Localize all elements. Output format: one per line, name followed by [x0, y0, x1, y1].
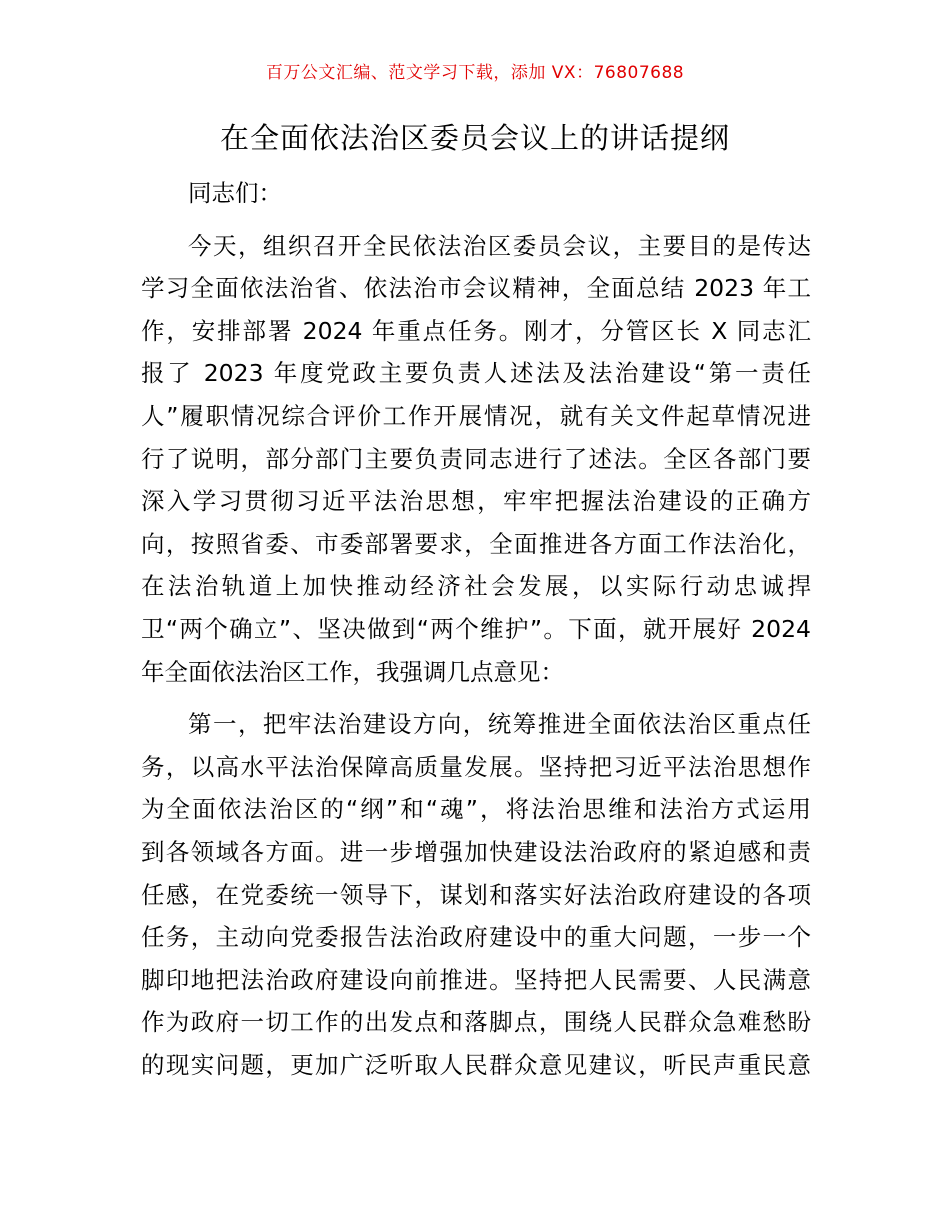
text-line: 人”履职情况综合评价工作开展情况，就有关文件起草情况进 — [141, 401, 811, 430]
text-line: 任感，在党委统一领导下，谋划和落实好法治政府建设的各项 — [141, 880, 811, 909]
text-line: 年全面依法治区工作，我强调几点意见： — [141, 657, 564, 686]
text-line: 深入学习贯彻习近平法治思想，牢牢把握法治建设的正确方 — [141, 487, 811, 516]
text-line: 脚印地把法治政府建设向前推进。坚持把人民需要、人民满意 — [141, 965, 811, 994]
text-line: 的现实问题，更加广泛听取人民群众意见建议，听民声重民意 — [141, 1050, 811, 1079]
text-line: 务，以高水平法治保障高质量发展。坚持把习近平法治思想作 — [141, 752, 811, 781]
text-line: 第一，把牢法治建设方向，统筹推进全面依法治区重点任 — [188, 710, 811, 739]
text-line: 学习全面依法治省、依法治市会议精神，全面总结 2023 年工 — [141, 274, 811, 303]
text-line: 作，安排部署 2024 年重点任务。刚才，分管区长 X 同志汇 — [141, 316, 811, 345]
document-body — [141, 172, 811, 1086]
paragraph-1 — [141, 225, 811, 694]
text-line: 向，按照省委、市委部署要求，全面推进各方面工作法治化， — [141, 529, 811, 558]
text-line: 今天，组织召开全民依法治区委员会议，主要目的是传达 — [188, 231, 811, 260]
paragraph-2 — [141, 703, 811, 1086]
text-line: 为全面依法治区的“纲”和“魂”，将法治思维和法治方式运用 — [141, 795, 811, 824]
salutation: 同志们： — [188, 179, 282, 207]
text-line: 作为政府一切工作的出发点和落脚点，围绕人民群众急难愁盼 — [141, 1008, 811, 1037]
text-line: 任务，主动向党委报告法治政府建设中的重大问题，一步一个 — [141, 923, 811, 952]
text-line: 报了 2023 年度党政主要负责人述法及法治建设“第一责任 — [141, 359, 811, 388]
text-line: 到各领域各方面。进一步增强加快建设法治政府的紧迫感和责 — [141, 837, 811, 866]
document-title: 在全面依法治区委员会议上的讲话提纲 — [219, 121, 730, 155]
text-line: 卫“两个确立”、坚决做到“两个维护”。下面，就开展好 2024 — [141, 614, 811, 643]
watermark-header: 百万公文汇编、范文学习下载，添加 VX：76807688 — [265, 63, 685, 83]
text-line: 行了说明，部分部门主要负责同志进行了述法。全区各部门要 — [141, 444, 811, 473]
text-line: 在法治轨道上加快推动经济社会发展，以实际行动忠诚捍 — [141, 572, 811, 601]
